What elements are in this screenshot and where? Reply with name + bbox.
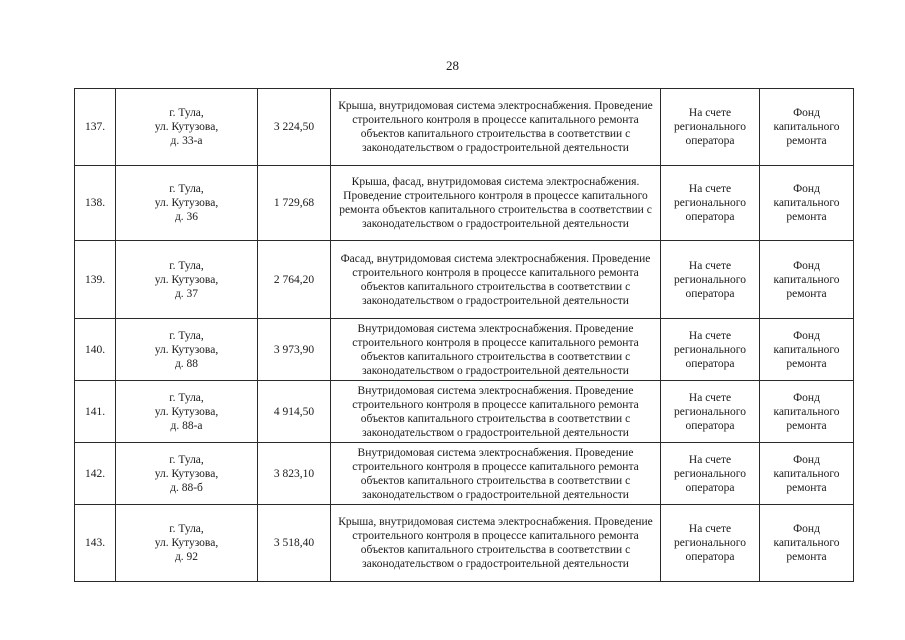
table-row	[75, 443, 854, 505]
row-number: 143.	[75, 505, 116, 582]
address-cell: г. Тула, ул. Кутузова, д. 88-б	[116, 443, 258, 505]
table-row	[75, 381, 854, 443]
fund-cell: Фонд капитального ремонта	[760, 89, 854, 166]
table-row	[75, 505, 854, 582]
row-number: 140.	[75, 319, 116, 381]
operator-cell: На счете регионального оператора	[661, 166, 760, 241]
area-cell: 1 729,68	[258, 166, 331, 241]
works-cell: Внутридомовая система электроснабжения. Проведение строительного контроля в процессе капитального ремонта объектов капитального строительства в соответствии с законодательством о градостроительной деятельности	[331, 319, 661, 381]
works-cell: Крыша, внутридомовая система электроснабжения. Проведение строительного контроля в процессе капитального ремонта объектов капитального строительства в соответствии с законодательством о градостроительной деятельности	[331, 505, 661, 582]
operator-cell: На счете регионального оператора	[661, 505, 760, 582]
fund-cell: Фонд капитального ремонта	[760, 381, 854, 443]
table-row	[75, 241, 854, 319]
row-number: 139.	[75, 241, 116, 319]
operator-cell: На счете регионального оператора	[661, 443, 760, 505]
fund-cell: Фонд капитального ремонта	[760, 319, 854, 381]
area-cell: 3 973,90	[258, 319, 331, 381]
area-cell: 3 224,50	[258, 89, 331, 166]
address-cell: г. Тула, ул. Кутузова, д. 33-а	[116, 89, 258, 166]
address-cell: г. Тула, ул. Кутузова, д. 92	[116, 505, 258, 582]
row-number: 137.	[75, 89, 116, 166]
row-number: 138.	[75, 166, 116, 241]
works-cell: Внутридомовая система электроснабжения. Проведение строительного контроля в процессе капитального ремонта объектов капитального строительства в соответствии с законодательством о градостроительной деятельности	[331, 443, 661, 505]
page-number: 28	[446, 58, 459, 73]
fund-cell: Фонд капитального ремонта	[760, 166, 854, 241]
area-cell: 4 914,50	[258, 381, 331, 443]
address-cell: г. Тула, ул. Кутузова, д. 88-а	[116, 381, 258, 443]
address-cell: г. Тула, ул. Кутузова, д. 37	[116, 241, 258, 319]
area-cell: 3 823,10	[258, 443, 331, 505]
operator-cell: На счете регионального оператора	[661, 89, 760, 166]
fund-cell: Фонд капитального ремонта	[760, 443, 854, 505]
operator-cell: На счете регионального оператора	[661, 319, 760, 381]
fund-cell: Фонд капитального ремонта	[760, 505, 854, 582]
address-cell: г. Тула, ул. Кутузова, д. 36	[116, 166, 258, 241]
operator-cell: На счете регионального оператора	[661, 381, 760, 443]
works-cell: Фасад, внутридомовая система электроснабжения. Проведение строительного контроля в процессе капитального ремонта объектов капитального строительства в соответствии с законодательством о градостроительной деятельности	[331, 241, 661, 319]
works-cell: Крыша, внутридомовая система электроснабжения. Проведение строительного контроля в процессе капитального ремонта объектов капитального строительства в соответствии с законодательством о градостроительной деятельности	[331, 89, 661, 166]
fund-cell: Фонд капитального ремонта	[760, 241, 854, 319]
area-cell: 2 764,20	[258, 241, 331, 319]
row-number: 142.	[75, 443, 116, 505]
table-row	[75, 319, 854, 381]
table-row	[75, 166, 854, 241]
works-cell: Внутридомовая система электроснабжения. Проведение строительного контроля в процессе капитального ремонта объектов капитального строительства в соответствии с законодательством о градостроительной деятельности	[331, 381, 661, 443]
works-cell: Крыша, фасад, внутридомовая система электроснабжения. Проведение строительного контроля в процессе капитального ремонта объектов капитального строительства в соответствии с законодательством о градостроительной деятельности	[331, 166, 661, 241]
operator-cell: На счете регионального оператора	[661, 241, 760, 319]
area-cell: 3 518,40	[258, 505, 331, 582]
table-row	[75, 89, 854, 166]
row-number: 141.	[75, 381, 116, 443]
repair-table	[74, 88, 854, 582]
address-cell: г. Тула, ул. Кутузова, д. 88	[116, 319, 258, 381]
